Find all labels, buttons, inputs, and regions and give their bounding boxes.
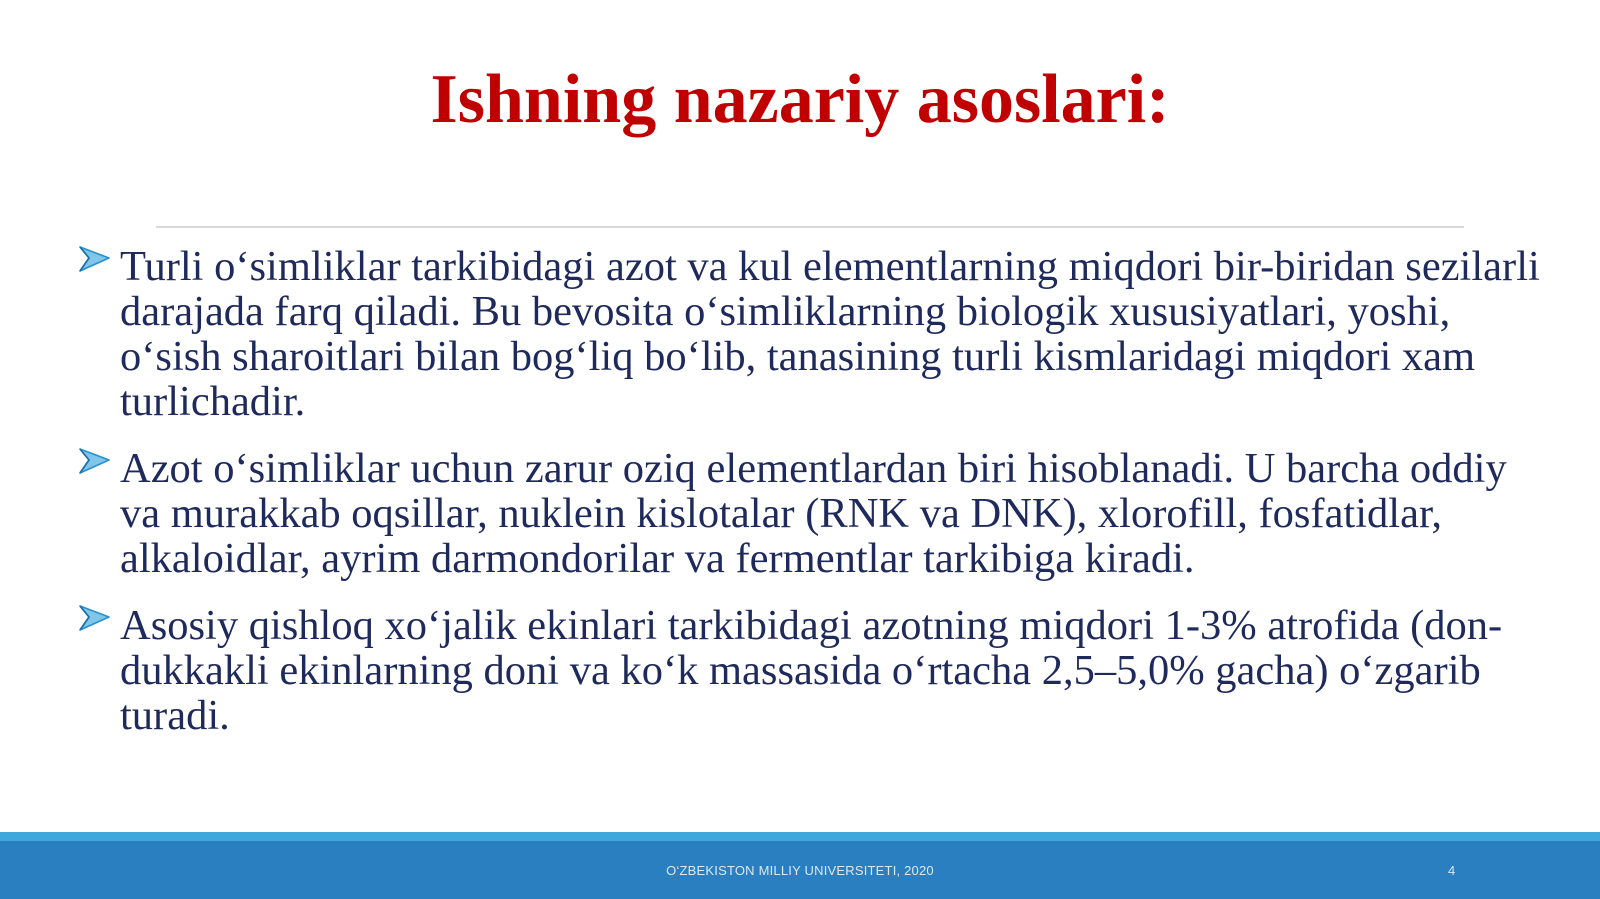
bullet-item — [78, 603, 1548, 738]
arrow-bullet-icon — [78, 446, 112, 480]
arrow-bullet-icon — [78, 244, 112, 278]
bullet-list — [78, 244, 1548, 760]
bullet-text: Asosiy qishloq xo‘jalik ekinlari tarkibidagi azotning miqdori 1-3% atrofida (don-dukkakli ekinlarning doni va ko‘k massasida o‘rtacha 2,5–5,0% gacha) o‘zgarib turadi. — [120, 602, 1503, 739]
page-number: 4 — [1448, 863, 1456, 878]
bullet-item — [78, 446, 1548, 581]
footer-accent-line — [0, 832, 1600, 841]
bullet-text: Turli o‘simliklar tarkibidagi azot va kul elementlarning miqdori bir-biridan sezilarli darajada farq qiladi. Bu bevosita o‘simliklarning biologik xususiyatlari, yoshi, o‘sish sharoitlari bilan bog‘liq bo‘lib, tanasining turli kismlaridagi miqdori xam turlichadir. — [120, 243, 1540, 425]
title-divider — [156, 226, 1464, 228]
footer-text: O‘ZBEKISTON MILLIY UNIVERSITETI, 2020 — [666, 863, 934, 878]
footer-bar — [0, 841, 1600, 899]
bullet-text: Azot o‘simliklar uchun zarur oziq elementlardan biri hisoblanadi. U barcha oddiy va murakkab oqsillar, nuklein kislotalar (RNK va DNK), xlorofill, fosfatidlar, alkaloidlar, ayrim darmondorilar va fermentlar tarkibiga kiradi. — [120, 445, 1507, 582]
slide-title: Ishning nazariy asoslari: — [430, 61, 1170, 138]
bullet-item — [78, 244, 1548, 424]
arrow-bullet-icon — [78, 603, 112, 637]
